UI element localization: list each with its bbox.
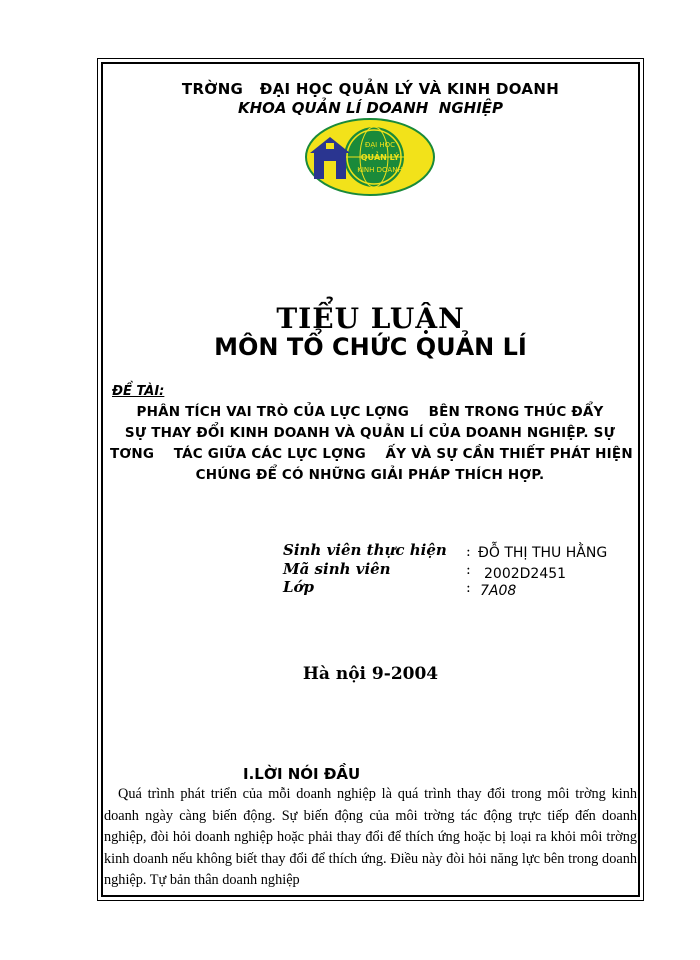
- student-id-separator: :: [466, 562, 471, 578]
- student-id-value: 2002D2451: [484, 566, 567, 582]
- subject-title: MÔN TỔ CHỨC QUẢN LÍ: [214, 333, 527, 361]
- topic-line: CHÚNG ĐỂ CÓ NHỮNG GIẢI PHÁP THÍCH HỢP.: [195, 467, 545, 483]
- student-class-separator: :: [466, 580, 471, 596]
- student-name-label: Sinh viên thực hiện: [283, 541, 447, 559]
- logo-text-line2: QUẢN LÝ: [360, 153, 400, 162]
- student-class-label: Lớp: [283, 578, 315, 596]
- faculty-name: KHOA QUẢN LÍ DOANH NGHIỆP: [237, 99, 504, 117]
- university-name: TRỜNG ĐẠI HỌC QUẢN LÝ VÀ KINH DOANH: [181, 80, 560, 98]
- section-heading: I.LỜI NÓI ĐẦU: [243, 765, 361, 783]
- student-id-label: Mã sinh viên: [283, 560, 391, 578]
- student-class-value: 7A08: [480, 583, 517, 599]
- document-title: TIỂU LUẬN: [276, 302, 465, 335]
- intro-paragraph: Quá trình phát triển của mỗi doanh nghiệp là quá trình thay đổi trong môi trờng kinh doanh ngày càng biến động. Sự biến động của môi trờng tác động trực tiếp đến doanh nghiệp, đòi hỏi doanh nghiệp hoặc phải thay đổi để thích ứng hoặc bị loại ra khỏi môi trờng kinh doanh nếu không biết thay đổi để thích ứng. Điều này đòi hỏi năng lực bên trong doanh nghiệp. Tự bản thân doanh nghiệp: [104, 786, 637, 888]
- university-logo: [304, 117, 436, 197]
- student-name-separator: :: [466, 544, 471, 560]
- topic-line: TƠNG TÁC GIỮA CÁC LỰC LỢNG ẤY VÀ SỰ CẦN THIẾT PHÁT HIỆN: [110, 446, 633, 462]
- logo-text-line3: KINH DOANH: [357, 166, 403, 174]
- document-date: Hà nội 9-2004: [302, 664, 439, 684]
- topic-label: ĐỀ TÀI:: [112, 384, 165, 399]
- student-name-value: ĐỖ THỊ THU HẰNG: [478, 545, 608, 561]
- logo-text-line1: ĐẠI HỌC: [364, 141, 396, 149]
- topic-line: SỰ THAY ĐỔI KINH DOANH VÀ QUẢN LÍ CỦA DOANH NGHIỆP. SỰ: [124, 425, 616, 441]
- topic-line: PHÂN TÍCH VAI TRÒ CỦA LỰC LỢNG BÊN TRONG THÚC ĐẨY: [136, 404, 604, 420]
